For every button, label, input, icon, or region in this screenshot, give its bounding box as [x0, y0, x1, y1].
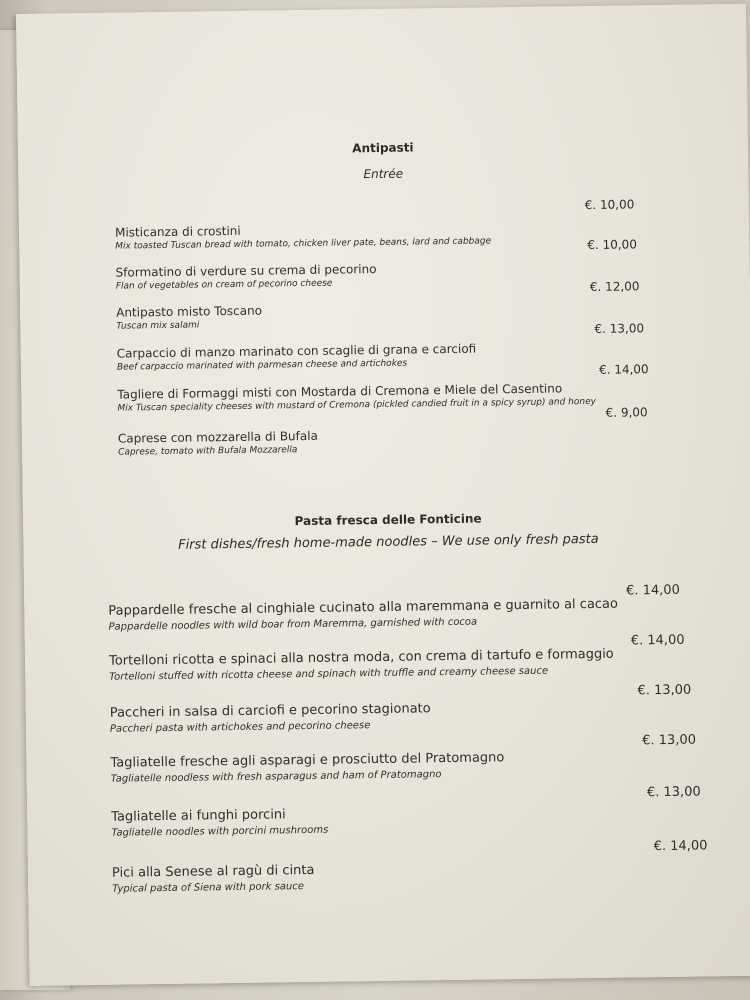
item-name: Tagliatelle ai funghi porcini	[111, 807, 286, 825]
menu-item	[112, 862, 315, 897]
item-name: Caprese con mozzarella di Bufala	[117, 428, 318, 446]
item-name: Pappardelle fresche al cinghiale cucinato alla maremmana e guarnito al cacao	[108, 596, 619, 619]
item-name: Sformatino di verdure su crema di pecorino	[115, 261, 377, 280]
menu-item	[116, 303, 262, 333]
item-name: Pici alla Senese al ragù di cinta	[111, 862, 315, 881]
item-description: Tagliatelle noodles with porcini mushrooms	[111, 824, 329, 839]
pasta-title: Pasta fresca delle Fonticine	[294, 511, 482, 529]
menu-item	[115, 219, 491, 252]
item-description: Pappardelle noodles with wild boar from Maremma, garnished with cocoa	[108, 616, 478, 633]
item-description: Typical pasta of Siena with pork sauce	[112, 881, 305, 895]
item-description: Paccheri pasta with artichokes and pecorino cheese	[109, 720, 371, 735]
menu-item	[118, 428, 318, 459]
menu-item	[109, 646, 614, 685]
item-description: Tortelloni stuffed with ricotta cheese and spinach with truffle and creamy cheese sauce	[109, 665, 549, 683]
menu-item	[108, 596, 618, 635]
item-description: Beef carpaccio marinated with parmesan cheese and artichokes	[116, 358, 408, 373]
menu-item	[117, 380, 596, 415]
menu-item	[116, 261, 377, 293]
menu-item	[111, 806, 328, 841]
item-name: Tagliere di Formaggi misti con Mostarda di Cremona e Miele del Casentino	[117, 381, 563, 402]
item-price: €. 14,00	[598, 362, 649, 377]
item-name: Antipasto misto Toscano	[116, 303, 263, 320]
menu-page	[16, 4, 750, 986]
item-price: €. 13,00	[637, 682, 692, 699]
item-description: Mix Tuscan speciality cheeses with mustard of Cremona (pickled candied fruit in a spicy syrup) and honey	[117, 396, 596, 414]
item-name: Carpaccio di manzo marinato con scaglie di grana e carciofi	[116, 341, 477, 361]
item-name: Tortelloni ricotta e spinaci alla nostra moda, con crema di tartufo e formaggio	[108, 646, 614, 669]
item-price: €. 14,00	[653, 838, 708, 855]
item-price: €. 13,00	[646, 784, 701, 801]
item-description: Caprese, tomato with Bufala Mozzarella	[118, 445, 298, 458]
item-price: €. 10,00	[584, 197, 635, 213]
antipasti-subtitle: Entrée	[363, 166, 404, 182]
item-price: €. 12,00	[589, 279, 640, 295]
item-name: Paccheri in salsa di carciofi e pecorino stagionato	[109, 701, 431, 721]
item-price: €. 9,00	[605, 405, 648, 420]
item-price: €. 10,00	[587, 237, 637, 253]
pasta-subtitle: First dishes/fresh home-made noodles – We use only fresh pasta	[178, 531, 599, 553]
antipasti-title: Antipasti	[352, 140, 414, 156]
item-name: Tagliatelle fresche agli asparagi e prosciutto del Pratomagno	[110, 750, 505, 771]
item-name: Misticanza di crostini	[114, 223, 241, 240]
item-description: Tagliatelle noodless with fresh asparagus and ham of Pratomagno	[110, 769, 442, 785]
item-price: €. 14,00	[626, 582, 680, 599]
item-description: Tuscan mix salami	[116, 320, 200, 332]
menu-item	[110, 700, 431, 736]
item-description: Flan of vegetables on cream of pecorino cheese	[115, 278, 333, 292]
item-price: €. 13,00	[594, 321, 645, 336]
item-description: Mix toasted Tuscan bread with tomato, chicken liver pate, beans, lard and cabbage	[115, 236, 492, 252]
item-price: €. 13,00	[642, 732, 697, 749]
menu-item	[110, 749, 504, 786]
menu-item	[117, 341, 477, 374]
item-price: €. 14,00	[630, 632, 685, 649]
